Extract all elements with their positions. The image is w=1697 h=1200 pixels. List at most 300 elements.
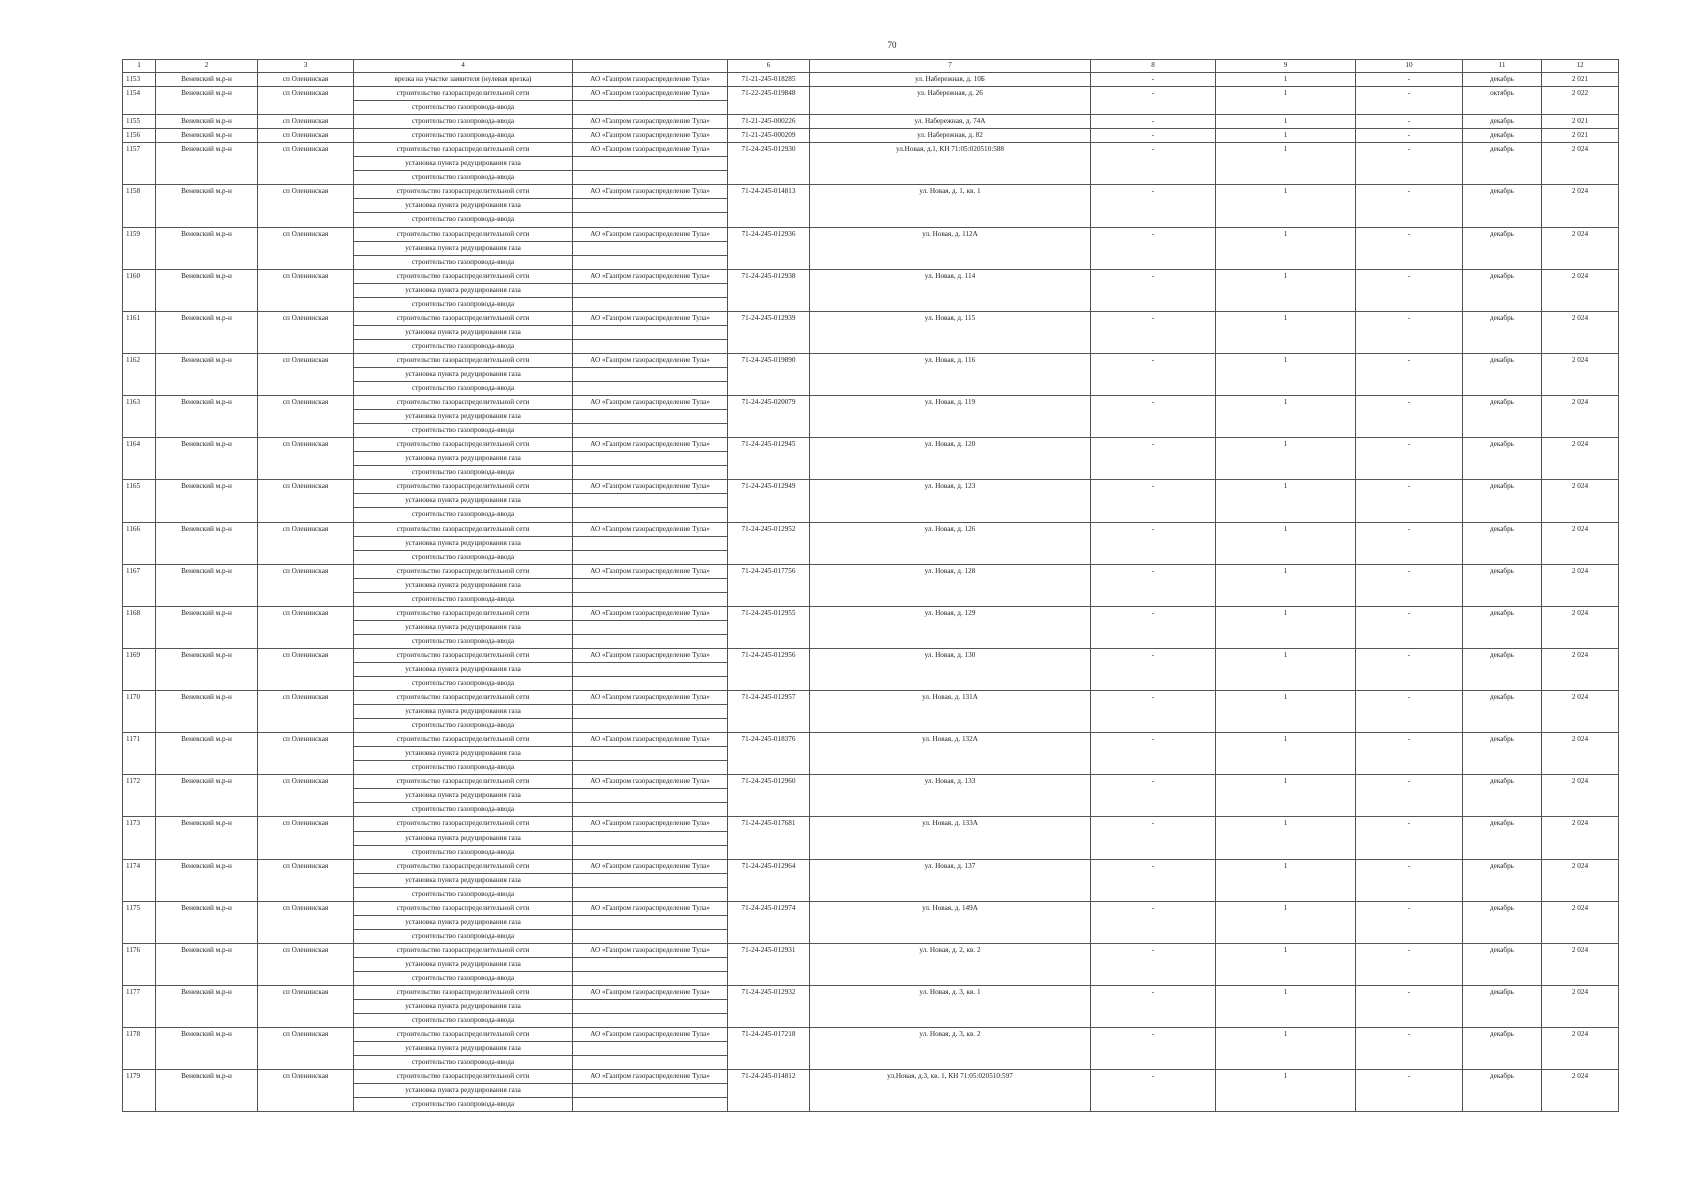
settlement-cell: сп Оленинская	[258, 396, 354, 438]
row-number-cell: 1159	[123, 227, 156, 269]
organization-cell	[573, 929, 728, 943]
organization-cell: АО «Газпром газораспределение Тула»	[573, 564, 728, 578]
year-cell: 2 024	[1542, 691, 1619, 733]
column-8-cell: -	[1091, 648, 1216, 690]
organization-cell: АО «Газпром газораспределение Тула»	[573, 522, 728, 536]
district-cell: Веневский м.р-н	[156, 1070, 258, 1112]
organization-cell	[573, 157, 728, 171]
month-cell: декабрь	[1463, 943, 1542, 985]
settlement-cell: сп Оленинская	[258, 522, 354, 564]
year-cell: 2 024	[1542, 396, 1619, 438]
organization-cell	[573, 508, 728, 522]
work-type-cell: строительство газораспределительной сети	[354, 733, 573, 747]
year-cell: 2 024	[1542, 311, 1619, 353]
column-9-cell: 1	[1216, 901, 1356, 943]
organization-cell: АО «Газпром газораспределение Тула»	[573, 648, 728, 662]
district-cell: Веневский м.р-н	[156, 733, 258, 775]
organization-cell	[573, 634, 728, 648]
district-cell: Веневский м.р-н	[156, 943, 258, 985]
organization-cell: АО «Газпром газораспределение Тула»	[573, 185, 728, 199]
year-cell: 2 024	[1542, 1070, 1619, 1112]
work-type-cell: строительство газораспределительной сети	[354, 901, 573, 915]
row-number-cell: 1179	[123, 1070, 156, 1112]
month-cell: декабрь	[1463, 143, 1542, 185]
organization-cell	[573, 972, 728, 986]
work-type-cell: строительство газопровода-ввода	[354, 972, 573, 986]
row-number-cell: 1174	[123, 859, 156, 901]
work-type-cell: строительство газопровода-ввода	[354, 171, 573, 185]
organization-cell	[573, 957, 728, 971]
column-10-cell: -	[1356, 73, 1463, 87]
column-8-cell: -	[1091, 522, 1216, 564]
district-cell: Веневский м.р-н	[156, 859, 258, 901]
column-10-cell: -	[1356, 480, 1463, 522]
work-type-cell: строительство газораспределительной сети	[354, 606, 573, 620]
column-8-cell: -	[1091, 1028, 1216, 1070]
table-row	[123, 185, 1619, 199]
month-cell: декабрь	[1463, 129, 1542, 143]
month-cell: декабрь	[1463, 311, 1542, 353]
column-number-header	[123, 60, 1619, 73]
work-type-cell: установка пункта редуцирования газа	[354, 241, 573, 255]
table-row	[123, 269, 1619, 283]
row-number-cell: 1172	[123, 775, 156, 817]
organization-cell	[573, 761, 728, 775]
request-code-cell: 71-24-245-018376	[728, 733, 810, 775]
work-type-cell: установка пункта редуцирования газа	[354, 662, 573, 676]
district-cell: Веневский м.р-н	[156, 1028, 258, 1070]
work-type-cell: установка пункта редуцирования газа	[354, 157, 573, 171]
column-header: 10	[1356, 60, 1463, 73]
request-code-cell: 71-24-245-017218	[728, 1028, 810, 1070]
address-cell: ул. Новая, д. 3, кв. 1	[810, 986, 1091, 1028]
organization-cell	[573, 592, 728, 606]
settlement-cell: сп Оленинская	[258, 733, 354, 775]
row-number-cell: 1154	[123, 87, 156, 115]
district-cell: Веневский м.р-н	[156, 438, 258, 480]
work-type-cell: строительство газопровода-ввода	[354, 803, 573, 817]
organization-cell: АО «Газпром газораспределение Тула»	[573, 87, 728, 101]
column-header: 11	[1463, 60, 1542, 73]
work-type-cell: строительство газораспределительной сети	[354, 1028, 573, 1042]
settlement-cell: сп Оленинская	[258, 129, 354, 143]
year-cell: 2 021	[1542, 129, 1619, 143]
organization-cell	[573, 662, 728, 676]
district-cell: Веневский м.р-н	[156, 185, 258, 227]
month-cell: декабрь	[1463, 522, 1542, 564]
column-9-cell: 1	[1216, 522, 1356, 564]
row-number-cell: 1165	[123, 480, 156, 522]
column-header: 6	[728, 60, 810, 73]
month-cell: декабрь	[1463, 1070, 1542, 1112]
organization-cell	[573, 283, 728, 297]
organization-cell: АО «Газпром газораспределение Тула»	[573, 143, 728, 157]
address-cell: ул. Новая, д. 116	[810, 353, 1091, 395]
organization-cell: АО «Газпром газораспределение Тула»	[573, 115, 728, 129]
address-cell: ул. Новая, д. 133	[810, 775, 1091, 817]
organization-cell: АО «Газпром газораспределение Тула»	[573, 438, 728, 452]
organization-cell	[573, 873, 728, 887]
table-row	[123, 129, 1619, 143]
address-cell: ул. Новая, д. 123	[810, 480, 1091, 522]
month-cell: декабрь	[1463, 227, 1542, 269]
organization-cell	[573, 719, 728, 733]
column-10-cell: -	[1356, 311, 1463, 353]
table-row	[123, 817, 1619, 831]
column-9-cell: 1	[1216, 143, 1356, 185]
row-number-cell: 1158	[123, 185, 156, 227]
work-type-cell: строительство газопровода-ввода	[354, 1098, 573, 1112]
request-code-cell: 71-24-245-012931	[728, 943, 810, 985]
column-8-cell: -	[1091, 143, 1216, 185]
address-cell: ул. Новая, д. 137	[810, 859, 1091, 901]
work-type-cell: строительство газораспределительной сети	[354, 143, 573, 157]
column-10-cell: -	[1356, 859, 1463, 901]
register-table	[122, 59, 1619, 1112]
column-8-cell: -	[1091, 269, 1216, 311]
month-cell: декабрь	[1463, 986, 1542, 1028]
row-number-cell: 1166	[123, 522, 156, 564]
work-type-cell: установка пункта редуцирования газа	[354, 747, 573, 761]
column-10-cell: -	[1356, 817, 1463, 859]
work-type-cell: строительство газопровода-ввода	[354, 129, 573, 143]
column-10-cell: -	[1356, 1070, 1463, 1112]
request-code-cell: 71-24-245-012957	[728, 691, 810, 733]
column-9-cell: 1	[1216, 185, 1356, 227]
year-cell: 2 024	[1542, 606, 1619, 648]
row-number-cell: 1157	[123, 143, 156, 185]
organization-cell	[573, 831, 728, 845]
district-cell: Веневский м.р-н	[156, 73, 258, 87]
work-type-cell: установка пункта редуцирования газа	[354, 199, 573, 213]
column-9-cell: 1	[1216, 396, 1356, 438]
request-code-cell: 71-22-245-019848	[728, 87, 810, 115]
row-number-cell: 1160	[123, 269, 156, 311]
address-cell: ул. Новая, д. 120	[810, 438, 1091, 480]
column-9-cell: 1	[1216, 606, 1356, 648]
organization-cell: АО «Газпром газораспределение Тула»	[573, 606, 728, 620]
column-10-cell: -	[1356, 129, 1463, 143]
request-code-cell: 71-24-245-020079	[728, 396, 810, 438]
organization-cell: АО «Газпром газораспределение Тула»	[573, 691, 728, 705]
row-number-cell: 1169	[123, 648, 156, 690]
column-9-cell: 1	[1216, 691, 1356, 733]
district-cell: Веневский м.р-н	[156, 227, 258, 269]
work-type-cell: строительство газопровода-ввода	[354, 887, 573, 901]
request-code-cell: 71-24-245-017681	[728, 817, 810, 859]
column-9-cell: 1	[1216, 438, 1356, 480]
organization-cell	[573, 845, 728, 859]
settlement-cell: сп Оленинская	[258, 353, 354, 395]
table-row	[123, 1028, 1619, 1042]
organization-cell	[573, 705, 728, 719]
settlement-cell: сп Оленинская	[258, 901, 354, 943]
work-type-cell: строительство газораспределительной сети	[354, 87, 573, 101]
request-code-cell: 71-24-245-012956	[728, 648, 810, 690]
table-row	[123, 775, 1619, 789]
column-header: 12	[1542, 60, 1619, 73]
work-type-cell: строительство газораспределительной сети	[354, 480, 573, 494]
row-number-cell: 1164	[123, 438, 156, 480]
year-cell: 2 024	[1542, 648, 1619, 690]
column-10-cell: -	[1356, 986, 1463, 1028]
column-9-cell: 1	[1216, 73, 1356, 87]
year-cell: 2 024	[1542, 480, 1619, 522]
settlement-cell: сп Оленинская	[258, 606, 354, 648]
organization-cell	[573, 803, 728, 817]
organization-cell	[573, 677, 728, 691]
district-cell: Веневский м.р-н	[156, 143, 258, 185]
organization-cell	[573, 171, 728, 185]
work-type-cell: установка пункта редуцирования газа	[354, 705, 573, 719]
month-cell: декабрь	[1463, 564, 1542, 606]
request-code-cell: 71-24-245-012974	[728, 901, 810, 943]
year-cell: 2 024	[1542, 775, 1619, 817]
organization-cell	[573, 339, 728, 353]
organization-cell: АО «Газпром газораспределение Тула»	[573, 733, 728, 747]
column-9-cell: 1	[1216, 775, 1356, 817]
address-cell: ул. Новая, д. 132А	[810, 733, 1091, 775]
organization-cell: АО «Газпром газораспределение Тула»	[573, 73, 728, 87]
organization-cell: АО «Газпром газораспределение Тула»	[573, 269, 728, 283]
organization-cell: АО «Газпром газораспределение Тула»	[573, 943, 728, 957]
row-number-cell: 1156	[123, 129, 156, 143]
column-9-cell: 1	[1216, 859, 1356, 901]
organization-cell: АО «Газпром газораспределение Тула»	[573, 901, 728, 915]
work-type-cell: установка пункта редуцирования газа	[354, 452, 573, 466]
district-cell: Веневский м.р-н	[156, 129, 258, 143]
row-number-cell: 1170	[123, 691, 156, 733]
table-row	[123, 311, 1619, 325]
work-type-cell: строительство газопровода-ввода	[354, 1014, 573, 1028]
work-type-cell: строительство газопровода-ввода	[354, 929, 573, 943]
table-row	[123, 87, 1619, 101]
work-type-cell: строительство газопровода-ввода	[354, 339, 573, 353]
year-cell: 2 024	[1542, 1028, 1619, 1070]
month-cell: декабрь	[1463, 480, 1542, 522]
address-cell: ул. Новая, д. 112А	[810, 227, 1091, 269]
column-9-cell: 1	[1216, 115, 1356, 129]
row-number-cell: 1176	[123, 943, 156, 985]
work-type-cell: установка пункта редуцирования газа	[354, 325, 573, 339]
request-code-cell: 71-21-245-000209	[728, 129, 810, 143]
year-cell: 2 022	[1542, 87, 1619, 115]
district-cell: Веневский м.р-н	[156, 564, 258, 606]
request-code-cell: 71-24-245-012945	[728, 438, 810, 480]
address-cell: ул.Новая, д.1, КН 71:05:020510:588	[810, 143, 1091, 185]
column-8-cell: -	[1091, 775, 1216, 817]
district-cell: Веневский м.р-н	[156, 480, 258, 522]
settlement-cell: сп Оленинская	[258, 648, 354, 690]
column-9-cell: 1	[1216, 129, 1356, 143]
month-cell: декабрь	[1463, 691, 1542, 733]
column-10-cell: -	[1356, 269, 1463, 311]
work-type-cell: строительство газораспределительной сети	[354, 185, 573, 199]
table-row	[123, 943, 1619, 957]
work-type-cell: строительство газопровода-ввода	[354, 719, 573, 733]
row-number-cell: 1175	[123, 901, 156, 943]
settlement-cell: сп Оленинская	[258, 438, 354, 480]
district-cell: Веневский м.р-н	[156, 115, 258, 129]
work-type-cell: установка пункта редуцирования газа	[354, 283, 573, 297]
organization-cell	[573, 1014, 728, 1028]
address-cell: ул. Новая, д. 1, кв. 1	[810, 185, 1091, 227]
year-cell: 2 024	[1542, 943, 1619, 985]
organization-cell	[573, 1000, 728, 1014]
page-number: 70	[887, 40, 897, 50]
column-8-cell: -	[1091, 129, 1216, 143]
month-cell: декабрь	[1463, 859, 1542, 901]
column-header: 7	[810, 60, 1091, 73]
column-9-cell: 1	[1216, 817, 1356, 859]
column-header: 2	[156, 60, 258, 73]
work-type-cell: строительство газораспределительной сети	[354, 986, 573, 1000]
column-10-cell: -	[1356, 396, 1463, 438]
column-8-cell: -	[1091, 311, 1216, 353]
row-number-cell: 1161	[123, 311, 156, 353]
year-cell: 2 021	[1542, 115, 1619, 129]
organization-cell: АО «Газпром газораспределение Тула»	[573, 859, 728, 873]
settlement-cell: сп Оленинская	[258, 564, 354, 606]
organization-cell	[573, 578, 728, 592]
request-code-cell: 71-24-245-012939	[728, 311, 810, 353]
address-cell: ул. Набережная, д. 74А	[810, 115, 1091, 129]
work-type-cell: строительство газораспределительной сети	[354, 227, 573, 241]
organization-cell: АО «Газпром газораспределение Тула»	[573, 1028, 728, 1042]
organization-cell	[573, 382, 728, 396]
request-code-cell: 71-24-245-012955	[728, 606, 810, 648]
row-number-cell: 1171	[123, 733, 156, 775]
work-type-cell: строительство газопровода-ввода	[354, 213, 573, 227]
column-10-cell: -	[1356, 733, 1463, 775]
table-row	[123, 564, 1619, 578]
work-type-cell: строительство газопровода-ввода	[354, 1056, 573, 1070]
address-cell: ул. Новая, д. 119	[810, 396, 1091, 438]
work-type-cell: установка пункта редуцирования газа	[354, 873, 573, 887]
district-cell: Веневский м.р-н	[156, 648, 258, 690]
organization-cell	[573, 297, 728, 311]
year-cell: 2 024	[1542, 185, 1619, 227]
organization-cell	[573, 1098, 728, 1112]
work-type-cell: строительство газопровода-ввода	[354, 845, 573, 859]
request-code-cell: 71-24-245-012930	[728, 143, 810, 185]
column-9-cell: 1	[1216, 353, 1356, 395]
column-8-cell: -	[1091, 396, 1216, 438]
settlement-cell: сп Оленинская	[258, 1070, 354, 1112]
year-cell: 2 024	[1542, 269, 1619, 311]
request-code-cell: 71-24-245-012952	[728, 522, 810, 564]
table-row	[123, 648, 1619, 662]
address-cell: ул. Новая, д. 133А	[810, 817, 1091, 859]
organization-cell	[573, 410, 728, 424]
organization-cell	[573, 1056, 728, 1070]
request-code-cell: 71-21-245-000226	[728, 115, 810, 129]
year-cell: 2 024	[1542, 733, 1619, 775]
column-8-cell: -	[1091, 943, 1216, 985]
settlement-cell: сп Оленинская	[258, 143, 354, 185]
work-type-cell: строительство газопровода-ввода	[354, 677, 573, 691]
work-type-cell: установка пункта редуцирования газа	[354, 410, 573, 424]
organization-cell: АО «Газпром газораспределение Тула»	[573, 775, 728, 789]
table-row	[123, 438, 1619, 452]
address-cell: ул. Набережная, д. 82	[810, 129, 1091, 143]
column-9-cell: 1	[1216, 648, 1356, 690]
work-type-cell: строительство газопровода-ввода	[354, 424, 573, 438]
organization-cell	[573, 1042, 728, 1056]
year-cell: 2 024	[1542, 901, 1619, 943]
column-10-cell: -	[1356, 227, 1463, 269]
address-cell: ул. Новая, д. 2, кв. 2	[810, 943, 1091, 985]
organization-cell	[573, 452, 728, 466]
column-9-cell: 1	[1216, 1028, 1356, 1070]
work-type-cell: установка пункта редуцирования газа	[354, 1000, 573, 1014]
column-10-cell: -	[1356, 353, 1463, 395]
table-row	[123, 733, 1619, 747]
month-cell: декабрь	[1463, 73, 1542, 87]
organization-cell	[573, 915, 728, 929]
table-row	[123, 691, 1619, 705]
organization-cell	[573, 213, 728, 227]
column-10-cell: -	[1356, 143, 1463, 185]
address-cell: ул. Новая, д. 130	[810, 648, 1091, 690]
month-cell: декабрь	[1463, 269, 1542, 311]
work-type-cell: установка пункта редуцирования газа	[354, 957, 573, 971]
year-cell: 2 024	[1542, 143, 1619, 185]
organization-cell: АО «Газпром газораспределение Тула»	[573, 353, 728, 367]
year-cell: 2 021	[1542, 73, 1619, 87]
district-cell: Веневский м.р-н	[156, 606, 258, 648]
address-cell: ул. Новая, д. 115	[810, 311, 1091, 353]
row-number-cell: 1162	[123, 353, 156, 395]
column-10-cell: -	[1356, 522, 1463, 564]
table-row	[123, 227, 1619, 241]
address-cell: ул. Набережная, д. 26	[810, 87, 1091, 115]
month-cell: декабрь	[1463, 115, 1542, 129]
address-cell: ул. Новая, д. 131А	[810, 691, 1091, 733]
table-row	[123, 1070, 1619, 1084]
row-number-cell: 1155	[123, 115, 156, 129]
column-9-cell: 1	[1216, 943, 1356, 985]
column-8-cell: -	[1091, 227, 1216, 269]
organization-cell	[573, 747, 728, 761]
column-10-cell: -	[1356, 438, 1463, 480]
settlement-cell: сп Оленинская	[258, 943, 354, 985]
work-type-cell: строительство газораспределительной сети	[354, 353, 573, 367]
table-row	[123, 396, 1619, 410]
organization-cell: АО «Газпром газораспределение Тула»	[573, 480, 728, 494]
year-cell: 2 024	[1542, 817, 1619, 859]
district-cell: Веневский м.р-н	[156, 311, 258, 353]
district-cell: Веневский м.р-н	[156, 986, 258, 1028]
column-header: 8	[1091, 60, 1216, 73]
organization-cell	[573, 255, 728, 269]
work-type-cell: строительство газопровода-ввода	[354, 761, 573, 775]
column-9-cell: 1	[1216, 87, 1356, 115]
organization-cell	[573, 494, 728, 508]
work-type-cell: строительство газораспределительной сети	[354, 1070, 573, 1084]
column-8-cell: -	[1091, 733, 1216, 775]
work-type-cell: установка пункта редуцирования газа	[354, 367, 573, 381]
column-10-cell: -	[1356, 115, 1463, 129]
work-type-cell: строительство газораспределительной сети	[354, 943, 573, 957]
register-body	[123, 73, 1619, 1112]
row-number-cell: 1177	[123, 986, 156, 1028]
work-type-cell: строительство газораспределительной сети	[354, 775, 573, 789]
work-type-cell: установка пункта редуцирования газа	[354, 789, 573, 803]
address-cell: ул. Новая, д. 149А	[810, 901, 1091, 943]
request-code-cell: 71-21-245-018285	[728, 73, 810, 87]
work-type-cell: установка пункта редуцирования газа	[354, 831, 573, 845]
